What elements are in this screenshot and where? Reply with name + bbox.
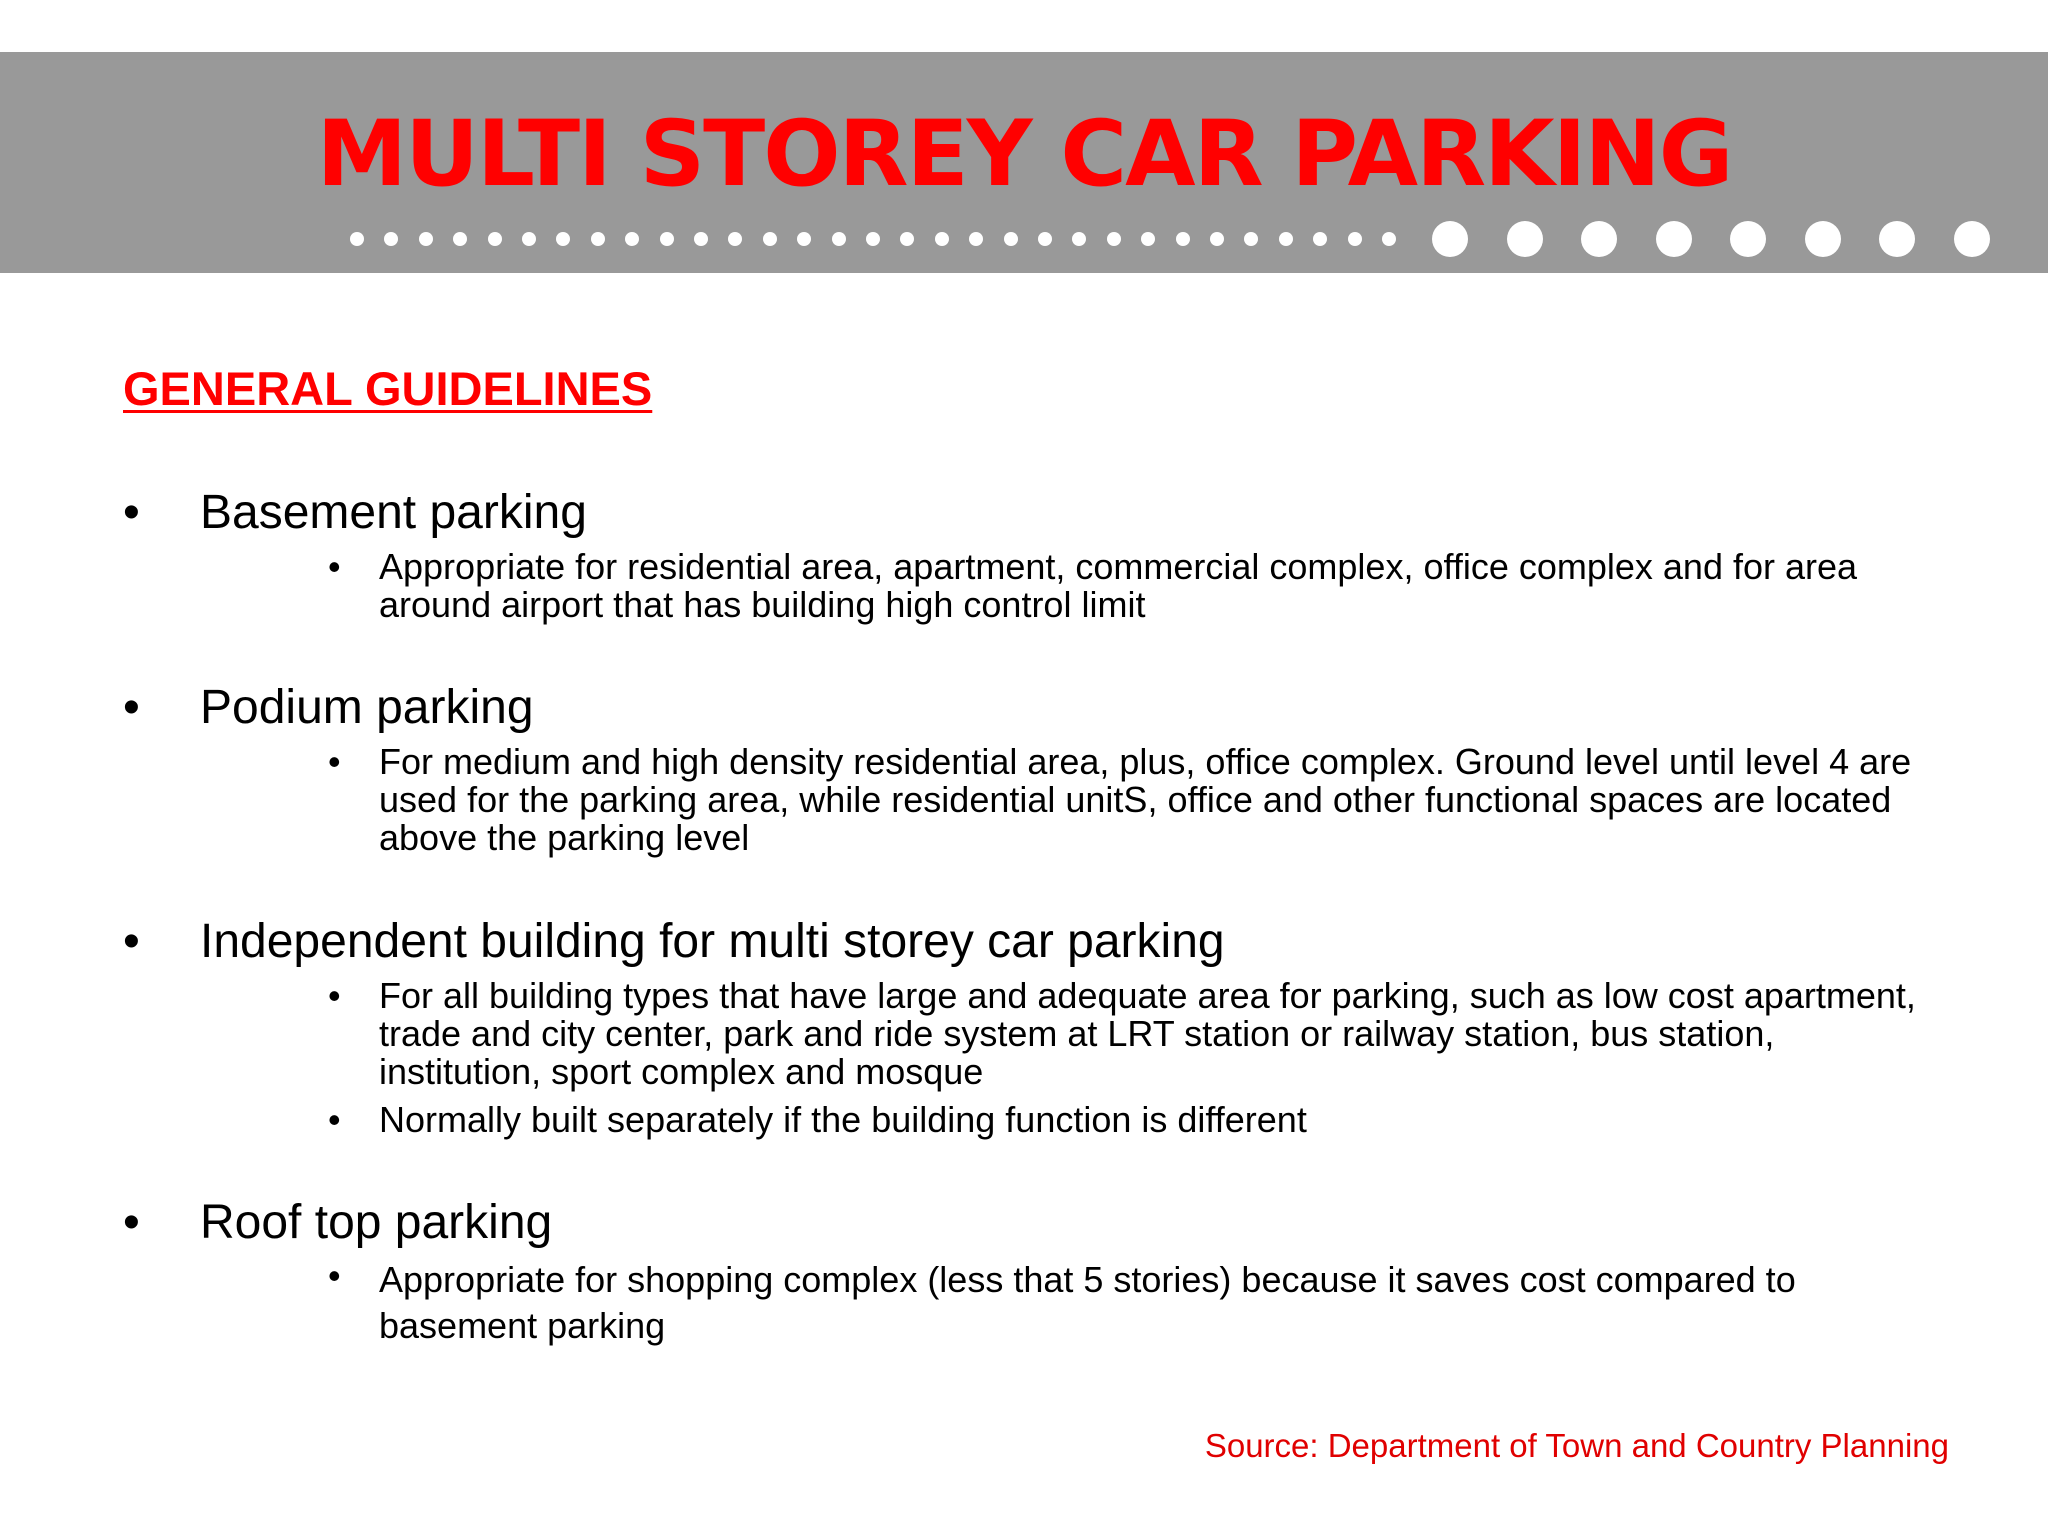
decorative-dot <box>935 232 949 246</box>
sub-bullet-marker: • <box>328 1255 341 1296</box>
sub-bullet-marker: • <box>328 741 341 782</box>
decorative-dot <box>1954 221 1990 257</box>
decorative-dot <box>1072 232 1086 246</box>
sub-bullet-marker: • <box>328 1099 341 1140</box>
decorative-dot <box>1656 221 1692 257</box>
decorative-dot <box>797 232 811 246</box>
decorative-dot <box>728 232 742 246</box>
sub-bullet-marker: • <box>328 546 341 587</box>
decorative-dot <box>1279 232 1293 246</box>
decorative-dot <box>1313 232 1327 246</box>
decorative-dot <box>969 232 983 246</box>
guideline-detail: For all building types that have large and adequate area for parking, such as low cost apartment, trade and city center, park and ride system at LRT station or railway station, bus station, institution, sport complex and mosque <box>379 975 1916 1092</box>
decorative-dot <box>763 232 777 246</box>
guideline-detail: Appropriate for shopping complex (less that 5 stories) because it saves cost compared to basement parking <box>379 1259 1796 1346</box>
bullet-marker: • <box>123 915 140 968</box>
decorative-dot <box>1348 232 1362 246</box>
sub-bullet-marker: • <box>328 975 341 1016</box>
decorative-dot <box>1730 221 1766 257</box>
decorative-dot <box>625 232 639 246</box>
decorative-dot <box>1879 221 1915 257</box>
decorative-dot <box>591 232 605 246</box>
decorative-dot <box>384 232 398 246</box>
decorative-dot <box>1507 221 1543 257</box>
decorative-dot <box>1581 221 1617 257</box>
decorative-dot <box>419 232 433 246</box>
decorative-dot <box>832 232 846 246</box>
decorative-dot <box>900 232 914 246</box>
guideline-label: Podium parking <box>200 681 534 734</box>
decorative-dot <box>1004 232 1018 246</box>
guideline-label: Independent building for multi storey car parking <box>200 915 1225 968</box>
decorative-dot <box>866 232 880 246</box>
decorative-dot <box>1141 232 1155 246</box>
bullet-marker: • <box>123 486 140 539</box>
source-citation: Source: Department of Town and Country Planning <box>1204 1427 1949 1464</box>
guideline-detail: For medium and high density residential area, plus, office complex. Ground level until level 4 are used for the parking area, while residential unitS, office and other functional spaces are located above the parking level <box>379 741 1912 858</box>
guideline-detail: Normally built separately if the building function is different <box>379 1099 1307 1140</box>
bullet-marker: • <box>123 681 140 734</box>
decorative-dot <box>694 232 708 246</box>
decorative-dot <box>1176 232 1190 246</box>
bullet-marker: • <box>123 1196 140 1249</box>
section-heading: GENERAL GUIDELINES <box>123 362 653 415</box>
decorative-dot <box>350 232 364 246</box>
decorative-dot <box>1210 232 1224 246</box>
decorative-dot <box>660 232 674 246</box>
guideline-detail: Appropriate for residential area, apartment, commercial complex, office complex and for area around airport that has building high control limit <box>379 546 1858 625</box>
decorative-dot <box>1805 221 1841 257</box>
decorative-dot <box>522 232 536 246</box>
decorative-dot <box>1382 232 1396 246</box>
decorative-dot <box>488 232 502 246</box>
decorative-dot <box>453 232 467 246</box>
guideline-label: Roof top parking <box>200 1196 553 1249</box>
decorative-dot <box>1038 232 1052 246</box>
guideline-label: Basement parking <box>200 486 587 539</box>
decorative-dot <box>1432 221 1468 257</box>
slide-title: MULTI STOREY CAR PARKING <box>316 102 1732 207</box>
decorative-dot <box>1244 232 1258 246</box>
decorative-dot <box>556 232 570 246</box>
decorative-dot-row <box>0 0 2048 273</box>
decorative-dot <box>1107 232 1121 246</box>
